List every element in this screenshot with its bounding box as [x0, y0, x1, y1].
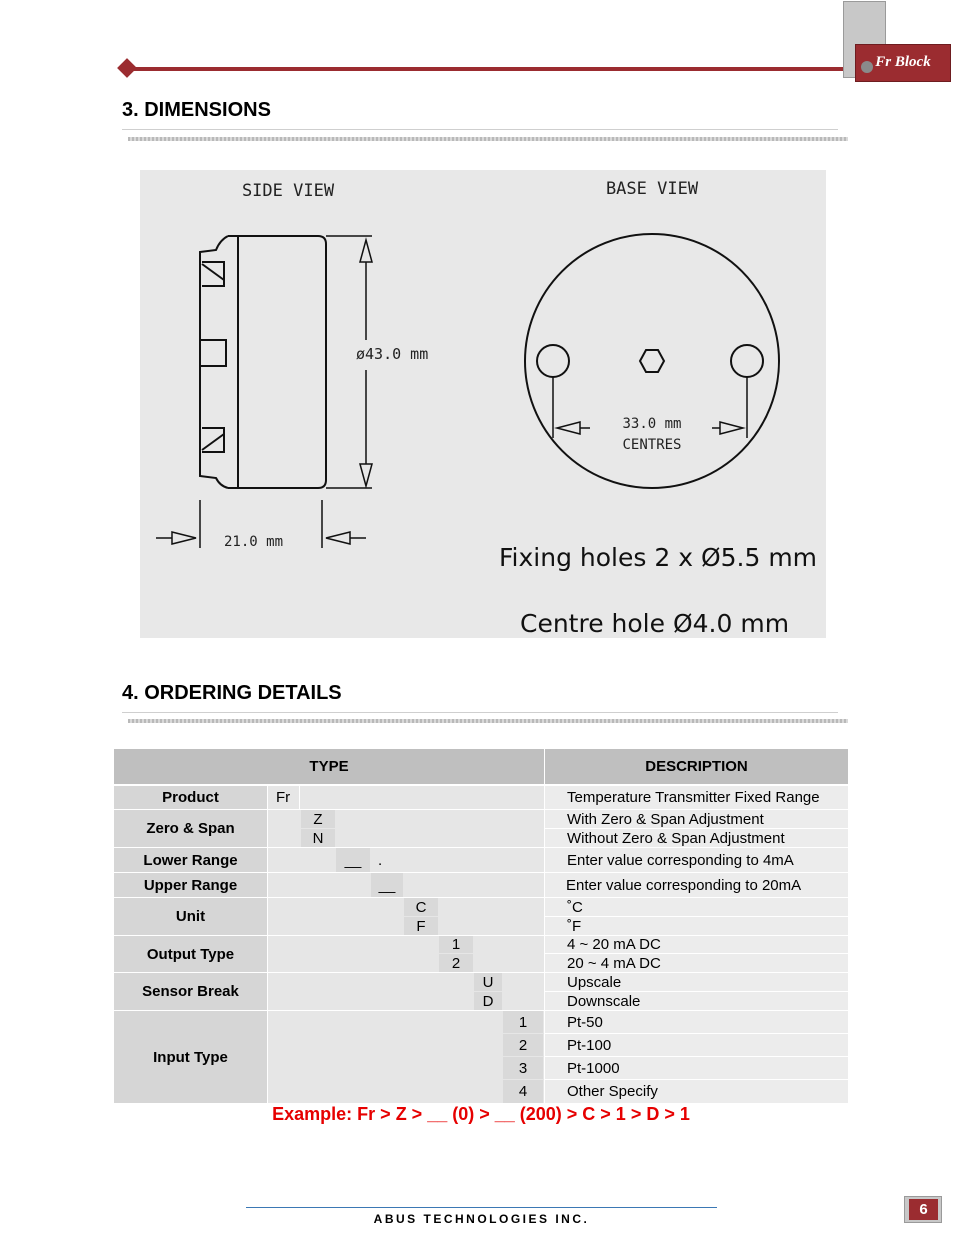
row-label-product: Product: [114, 786, 267, 809]
side-view-label: SIDE VIEW: [241, 181, 335, 201]
section-rule: [122, 712, 838, 713]
code-lower-range: __: [336, 848, 370, 872]
dimensions-drawing: [140, 170, 826, 638]
row-label-sensor-break: Sensor Break: [114, 973, 267, 1010]
desc-product: Temperature Transmitter Fixed Range: [545, 786, 848, 809]
section-title-ordering: 4. ORDERING DETAILS: [122, 682, 342, 704]
desc-zero-span-n: Without Zero & Span Adjustment: [545, 829, 848, 847]
desc-unit-c: ˚C: [545, 898, 848, 916]
width-label: 21.0 mm: [224, 534, 284, 550]
row-label-input-type: Input Type: [114, 1011, 267, 1103]
code-fill: [268, 786, 544, 809]
code-zero-span-n: N: [301, 829, 335, 847]
diameter-label: ø43.0 mm: [356, 345, 429, 363]
code-lower-range-dot: .: [378, 851, 383, 869]
code-sensor-u: U: [474, 973, 502, 991]
centre-hole-note: Centre hole Ø4.0 mm: [520, 609, 790, 638]
row-label-lower-range: Lower Range: [114, 848, 267, 872]
code-product: Fr: [268, 786, 300, 809]
ordering-example: Example: Fr > Z > __ (0) > __ (200) > C > 1 > D > 1: [272, 1104, 690, 1124]
fixing-holes-note: Fixing holes 2 x Ø5.5 mm: [499, 543, 818, 572]
desc-input-1: Pt-50: [545, 1011, 848, 1033]
section-title-dimensions: 3. DIMENSIONS: [122, 99, 271, 121]
base-view-label: BASE VIEW: [605, 179, 699, 199]
row-label-upper-range: Upper Range: [114, 873, 267, 897]
desc-upper-range: Enter value corresponding to 20mA: [545, 873, 848, 897]
code-unit-f: F: [404, 917, 438, 935]
code-output-1: 1: [439, 936, 473, 953]
side-view-body: [200, 236, 326, 488]
desc-zero-span-z: With Zero & Span Adjustment: [545, 810, 848, 828]
desc-input-2: Pt-100: [545, 1034, 848, 1056]
table-header-description: DESCRIPTION: [545, 749, 848, 784]
code-fill: [268, 848, 544, 872]
code-fill: [268, 873, 544, 897]
desc-input-3: Pt-1000: [545, 1057, 848, 1079]
code-sensor-d: D: [474, 992, 502, 1010]
row-label-output-type: Output Type: [114, 936, 267, 972]
desc-output-2: 20 ~ 4 mA DC: [545, 954, 848, 972]
code-input-2: 2: [503, 1034, 543, 1056]
section-bar: [128, 719, 848, 723]
code-fill: [268, 936, 544, 972]
centres-value: 33.0 mm: [622, 416, 682, 432]
desc-unit-f: ˚F: [545, 917, 848, 935]
desc-output-1: 4 ~ 20 mA DC: [545, 936, 848, 953]
code-zero-span-z: Z: [301, 810, 335, 828]
header-rule: [124, 67, 846, 71]
footer-company: ABUS TECHNOLOGIES INC.: [373, 1212, 590, 1226]
table-header-type: TYPE: [114, 749, 544, 784]
page-number: 6: [909, 1199, 938, 1220]
code-fill: [268, 973, 544, 1010]
code-output-2: 2: [439, 954, 473, 972]
section-bar: [128, 137, 848, 141]
desc-sensor-d: Downscale: [545, 992, 848, 1010]
footer-rule: [246, 1207, 717, 1208]
code-input-3: 3: [503, 1057, 543, 1079]
code-input-1: 1: [503, 1011, 543, 1033]
header-tab-label: Fr Block: [875, 54, 931, 70]
centres-label: CENTRES: [622, 437, 682, 453]
desc-lower-range: Enter value corresponding to 4mA: [545, 848, 848, 872]
desc-sensor-u: Upscale: [545, 973, 848, 991]
code-upper-range: __: [371, 873, 403, 897]
header-diamond: [117, 58, 137, 78]
row-label-unit: Unit: [114, 898, 267, 935]
code-unit-c: C: [404, 898, 438, 916]
code-input-4: 4: [503, 1080, 543, 1103]
desc-input-4: Other Specify: [545, 1080, 848, 1103]
row-label-zero-span: Zero & Span: [114, 810, 267, 847]
dimensions-svg: [140, 170, 826, 638]
section-rule: [122, 129, 838, 130]
